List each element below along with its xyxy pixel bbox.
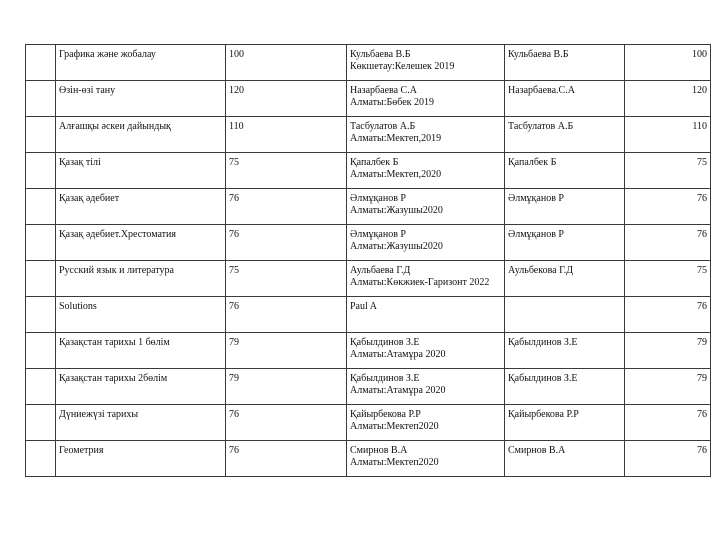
row-number-cell: [26, 333, 56, 369]
author-publisher-cell: [347, 261, 505, 297]
author-name: Paul A: [350, 301, 377, 312]
publisher-info: Көкшетау:Келешек 2019: [350, 61, 455, 72]
author-cell: Смирнов В.А: [505, 441, 625, 477]
total-cell: 110: [625, 117, 711, 153]
row-number-cell: [26, 45, 56, 81]
subject-cell: Алғашқы әскеи дайындық: [56, 117, 226, 153]
author-name: Аульбаева Г.Д: [350, 265, 411, 276]
count-cell: 120: [226, 81, 347, 117]
table-body: [26, 45, 711, 477]
count-cell: 76: [226, 225, 347, 261]
publisher-info: Алматы:Жазушы2020: [350, 241, 443, 252]
count-cell: 76: [226, 297, 347, 333]
row-number-cell: [26, 153, 56, 189]
subject-cell: Solutions: [56, 297, 226, 333]
subject-cell: Қазақ тілі: [56, 153, 226, 189]
publisher-info: Алматы:Атамұра 2020: [350, 349, 446, 360]
row-number-cell: [26, 189, 56, 225]
table-row: [26, 405, 711, 441]
author-publisher-cell: [347, 369, 505, 405]
count-cell: 76: [226, 189, 347, 225]
author-publisher-cell: [347, 189, 505, 225]
table-row: [26, 153, 711, 189]
publisher-info: Алматы:Көкжиек-Гаризонт 2022: [350, 277, 490, 288]
total-cell: 75: [625, 261, 711, 297]
table-row: [26, 261, 711, 297]
total-cell: 76: [625, 297, 711, 333]
table-row: [26, 225, 711, 261]
author-name: Қапалбек Б: [350, 157, 399, 168]
author-publisher-cell: [347, 153, 505, 189]
author-name: Қабылдинов З.Е: [350, 337, 420, 348]
publisher-info: Алматы:Жазушы2020: [350, 205, 443, 216]
publisher-info: Алматы:Мектеп,2019: [350, 133, 442, 144]
subject-cell: Дүниежүзі тарихы: [56, 405, 226, 441]
subject-cell: Графика және жобалау: [56, 45, 226, 81]
count-cell: 79: [226, 369, 347, 405]
author-name: Әлмұқанов Р: [350, 193, 406, 204]
subject-cell: Өзін-өзі тану: [56, 81, 226, 117]
table-row: [26, 189, 711, 225]
author-name: Кульбаева В.Б: [350, 49, 411, 60]
total-cell: 79: [625, 369, 711, 405]
subject-cell: Қазақ әдебиет: [56, 189, 226, 225]
count-cell: 110: [226, 117, 347, 153]
author-name: Қайырбекова Р.Р: [350, 409, 421, 420]
subject-cell: Қазақстан тарихы 1 бөлім: [56, 333, 226, 369]
row-number-cell: [26, 369, 56, 405]
row-number-cell: [26, 441, 56, 477]
count-cell: 75: [226, 261, 347, 297]
count-cell: 75: [226, 153, 347, 189]
author-name: Қабылдинов З.Е: [350, 373, 420, 384]
count-cell: 76: [226, 441, 347, 477]
publisher-info: Алматы:Мектеп2020: [350, 421, 439, 432]
author-publisher-cell: [347, 117, 505, 153]
author-cell: Қабылдинов З.Е: [505, 369, 625, 405]
author-name: Тасбулатов А.Б: [350, 121, 416, 132]
author-name: Назарбаева С.А: [350, 85, 417, 96]
row-number-cell: [26, 405, 56, 441]
count-cell: 100: [226, 45, 347, 81]
count-cell: 79: [226, 333, 347, 369]
table-row: [26, 441, 711, 477]
total-cell: 100: [625, 45, 711, 81]
author-name: Әлмұқанов Р: [350, 229, 406, 240]
table-row: [26, 45, 711, 81]
table-row: [26, 369, 711, 405]
subject-cell: Русский язык и литература: [56, 261, 226, 297]
author-publisher-cell: [347, 441, 505, 477]
table-row: [26, 117, 711, 153]
author-cell: Тасбулатов А.Б: [505, 117, 625, 153]
author-publisher-cell: [347, 405, 505, 441]
subject-cell: Геометрия: [56, 441, 226, 477]
author-publisher-cell: [347, 333, 505, 369]
table-row: [26, 81, 711, 117]
author-cell: Әлмұқанов Р: [505, 225, 625, 261]
subject-cell: Қазақ әдебиет.Хрестоматия: [56, 225, 226, 261]
total-cell: 75: [625, 153, 711, 189]
author-publisher-cell: [347, 297, 505, 333]
publisher-info: Алматы:Бөбек 2019: [350, 97, 435, 108]
textbook-table: [25, 44, 711, 477]
author-cell: Әлмұқанов Р: [505, 189, 625, 225]
row-number-cell: [26, 225, 56, 261]
author-publisher-cell: [347, 225, 505, 261]
author-cell: [505, 297, 625, 333]
row-number-cell: [26, 261, 56, 297]
total-cell: 79: [625, 333, 711, 369]
table-row: [26, 333, 711, 369]
publisher-info: Алматы:Атамұра 2020: [350, 385, 446, 396]
table-row: [26, 297, 711, 333]
author-name: Смирнов В.А: [350, 445, 408, 456]
author-cell: Қапалбек Б: [505, 153, 625, 189]
author-cell: Назарбаева.С.А: [505, 81, 625, 117]
row-number-cell: [26, 81, 56, 117]
total-cell: 76: [625, 225, 711, 261]
subject-cell: Қазақстан тарихы 2бөлім: [56, 369, 226, 405]
author-cell: Аульбекова Г.Д: [505, 261, 625, 297]
author-publisher-cell: [347, 81, 505, 117]
total-cell: 76: [625, 405, 711, 441]
author-cell: Қайырбекова Р.Р: [505, 405, 625, 441]
total-cell: 76: [625, 189, 711, 225]
row-number-cell: [26, 117, 56, 153]
count-cell: 76: [226, 405, 347, 441]
publisher-info: Алматы:Мектеп,2020: [350, 169, 442, 180]
row-number-cell: [26, 297, 56, 333]
author-publisher-cell: [347, 45, 505, 81]
total-cell: 76: [625, 441, 711, 477]
author-cell: Қабылдинов З.Е: [505, 333, 625, 369]
total-cell: 120: [625, 81, 711, 117]
publisher-info: Алматы:Мектеп2020: [350, 457, 439, 468]
author-cell: Кульбаева В.Б: [505, 45, 625, 81]
